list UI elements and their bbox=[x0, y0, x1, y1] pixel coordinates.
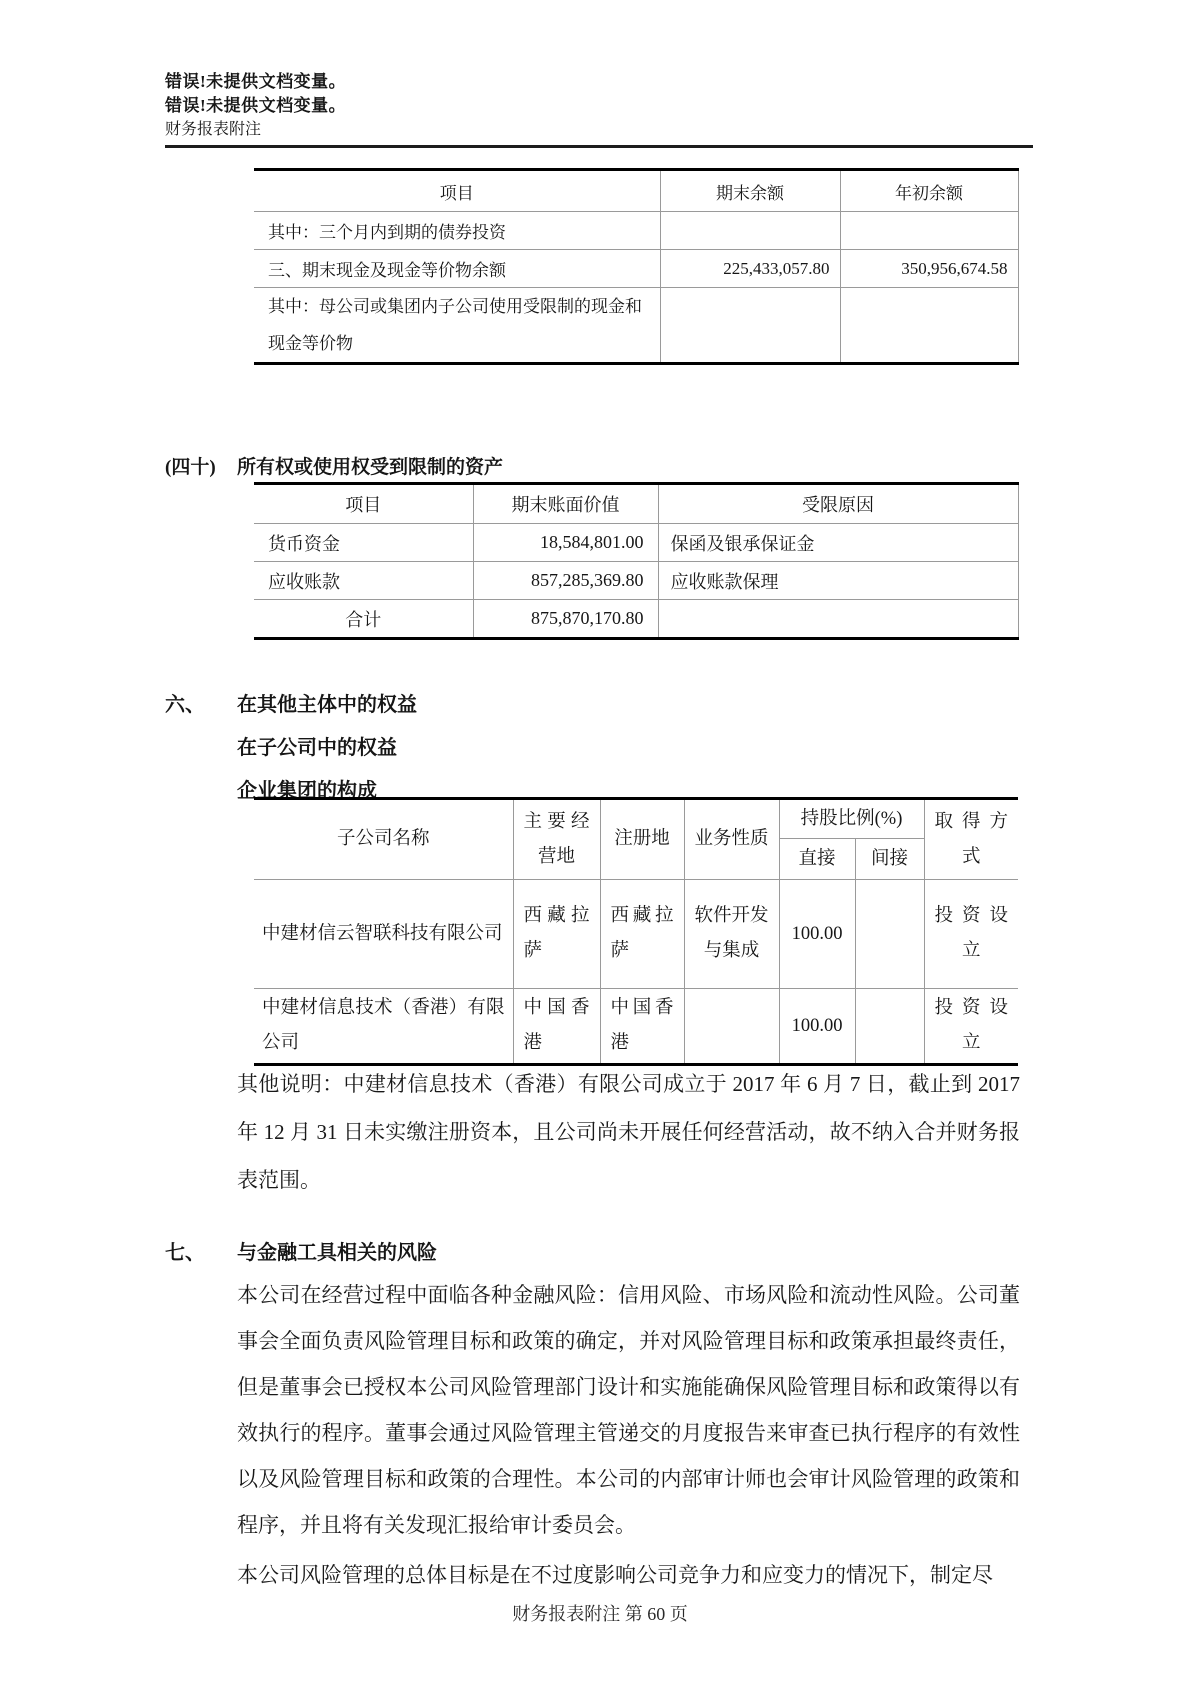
subsidiary-group-table bbox=[254, 797, 1018, 1066]
page-footer: 财务报表附注 第 60 页 bbox=[512, 1604, 688, 1624]
table-row bbox=[254, 250, 1018, 288]
cell-item: 三、期末现金及现金等价物余额 bbox=[254, 250, 660, 288]
risk-paragraph-1: 本公司在经营过程中面临各种金融风险：信用风险、市场风险和流动性风险。公司董事会全面负责风险管理目标和政策的确定，并对风险管理目标和政策承担最终责任，但是董事会已授权本公司风险管理部门设计和实施能确保风险管理目标和政策得以有效执行的程序。董事会通过风险管理主管递交的月度报告来审查已执行程序的有效性以及风险管理目标和政策的合理性。本公司的内部审计师也会审计风险管理的政策和程序，并且将有关发现汇报给审计委员会。 bbox=[237, 1283, 1020, 1537]
table-row bbox=[254, 288, 1018, 364]
restricted-assets-table bbox=[254, 482, 1019, 640]
col-header-indirect: 间接 bbox=[855, 839, 924, 880]
section-6-subheading-1: 在子公司中的权益 bbox=[237, 737, 397, 759]
section-number: 六、 bbox=[165, 694, 205, 716]
cell-business-nature: 软件开发与集成 bbox=[684, 880, 779, 989]
col-header-main-place: 主要经营地 bbox=[513, 799, 600, 880]
cell-item: 应收账款 bbox=[254, 562, 473, 600]
cell-main-place: 西藏拉萨 bbox=[513, 880, 600, 989]
cell-item: 其中：三个月内到期的债券投资 bbox=[254, 212, 660, 250]
section-40-heading bbox=[165, 452, 503, 479]
other-notes-paragraph: 其他说明：中建材信息技术（香港）有限公司成立于 2017 年 6 月 7 日，截止到 2017 年 12 月 31 日未实缴注册资本，且公司尚未开展任何经营活动，故不纳入合并财务报表范围。 bbox=[237, 1072, 1020, 1192]
cell-end-balance: 225,433,057.80 bbox=[660, 250, 840, 288]
cell-book-value: 857,285,369.80 bbox=[473, 562, 658, 600]
cell-business-nature bbox=[684, 989, 779, 1065]
section-title: 与金融工具相关的风险 bbox=[237, 1242, 437, 1264]
cell-registered-place: 西藏拉萨 bbox=[600, 880, 684, 989]
cell-acquisition-method: 投资设立 bbox=[924, 989, 1018, 1065]
table-row bbox=[254, 989, 1018, 1065]
table-header-row bbox=[254, 170, 1018, 212]
col-header-begin-balance: 年初余额 bbox=[840, 170, 1018, 212]
col-header-reason: 受限原因 bbox=[658, 484, 1018, 524]
cell-book-value: 875,870,170.80 bbox=[473, 600, 658, 639]
col-header-direct: 直接 bbox=[779, 839, 855, 880]
col-header-item: 项目 bbox=[345, 495, 382, 515]
risk-paragraph-2: 本公司风险管理的总体目标是在不过度影响公司竞争力和应变力的情况下，制定尽 bbox=[237, 1563, 993, 1587]
col-header-subsidiary-name: 子公司名称 bbox=[336, 829, 430, 849]
cell-begin-balance: 350,956,674.58 bbox=[840, 250, 1018, 288]
cell-direct-ratio: 100.00 bbox=[779, 989, 855, 1065]
cell-subsidiary-name: 中建材信云智联科技有限公司 bbox=[254, 880, 513, 989]
cell-indirect-ratio bbox=[855, 989, 924, 1065]
section-title: 所有权或使用权受到限制的资产 bbox=[237, 457, 504, 478]
table-header-row bbox=[254, 484, 1018, 524]
cell-begin-balance bbox=[840, 212, 1018, 250]
section-7-heading bbox=[165, 1236, 437, 1265]
cell-reason bbox=[658, 600, 1018, 639]
cell-item: 其中：母公司或集团内子公司使用受限制的现金和现金等价物 bbox=[254, 288, 660, 364]
cell-subsidiary-name: 中建材信息技术（香港）有限公司 bbox=[254, 989, 513, 1065]
section-number: 七、 bbox=[165, 1242, 205, 1264]
table-row bbox=[254, 562, 1018, 600]
header-error-line-2: 错误!未提供文档变量。 bbox=[165, 96, 347, 115]
col-header-item: 项目 bbox=[439, 183, 474, 203]
cell-end-balance bbox=[660, 212, 840, 250]
table-row bbox=[254, 880, 1018, 989]
header-error-line-1: 错误!未提供文档变量。 bbox=[165, 72, 347, 91]
section-title: 在其他主体中的权益 bbox=[237, 694, 417, 716]
cell-book-value: 18,584,801.00 bbox=[473, 524, 658, 562]
col-header-book-value: 期末账面价值 bbox=[473, 484, 658, 524]
cell-main-place: 中国香港 bbox=[513, 989, 600, 1065]
cell-acquisition-method: 投资设立 bbox=[924, 880, 1018, 989]
cell-indirect-ratio bbox=[855, 880, 924, 989]
col-header-end-balance: 期末余额 bbox=[660, 170, 840, 212]
cell-total-label: 合计 bbox=[254, 600, 473, 639]
page-header bbox=[165, 70, 346, 142]
cell-registered-place: 中国香港 bbox=[600, 989, 684, 1065]
cell-reason: 保函及银承保证金 bbox=[658, 524, 1018, 562]
table-header-row bbox=[254, 799, 1018, 839]
col-header-acquisition-method: 取得方式 bbox=[924, 799, 1018, 880]
col-header-registered-place: 注册地 bbox=[600, 799, 684, 880]
table-row bbox=[254, 524, 1018, 562]
cell-reason: 应收账款保理 bbox=[658, 562, 1018, 600]
section-number: (四十) bbox=[165, 457, 216, 478]
cell-direct-ratio: 100.00 bbox=[779, 880, 855, 989]
cell-end-balance bbox=[660, 288, 840, 364]
cash-equivalents-table bbox=[254, 168, 1019, 365]
cell-begin-balance bbox=[840, 288, 1018, 364]
section-6-subheading-2: 企业集团的构成 bbox=[237, 780, 377, 802]
section-6-heading bbox=[165, 688, 417, 717]
header-doc-title: 财务报表附注 bbox=[165, 121, 262, 138]
table-row bbox=[254, 212, 1018, 250]
col-header-business-nature: 业务性质 bbox=[684, 799, 779, 880]
header-rule bbox=[165, 145, 1033, 148]
col-header-shareholding-ratio: 持股比例(%) bbox=[779, 799, 924, 839]
table-total-row bbox=[254, 600, 1018, 639]
cell-item: 货币资金 bbox=[254, 524, 473, 562]
